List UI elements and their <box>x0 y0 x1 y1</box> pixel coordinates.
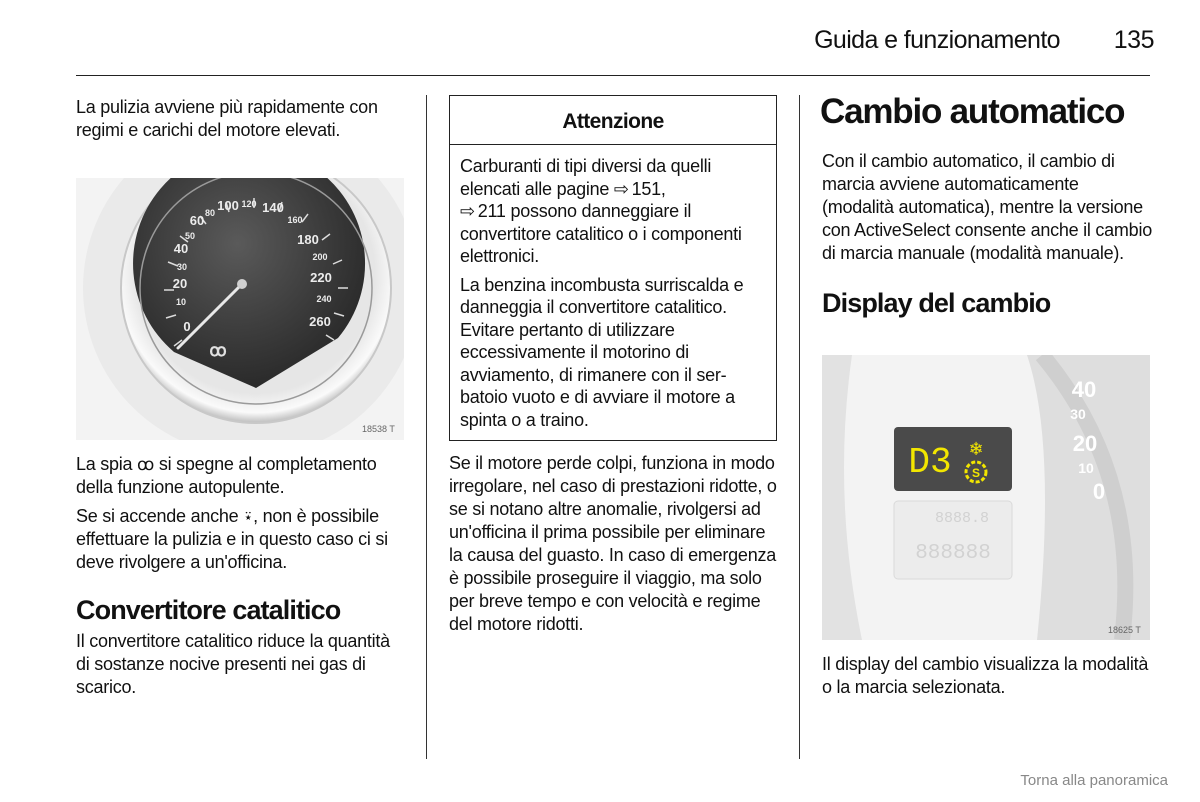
gear-display-illustration <box>822 355 1150 640</box>
speed-label: 100 <box>217 198 239 213</box>
speed-label: 240 <box>316 294 332 304</box>
column-3-lower <box>822 653 1152 705</box>
speed-label: 20 <box>172 276 188 291</box>
speed-label: 160 <box>287 215 303 225</box>
speed-label: 50 <box>184 231 196 241</box>
section-title: Cambio automatico <box>820 92 1125 131</box>
speed-label: 180 <box>297 232 319 247</box>
section-heading: Display del cambio <box>822 288 1051 318</box>
snowflake-icon: ❄ <box>968 439 984 460</box>
paragraph: Con il cambio automatico, il cambio di marcia avviene automaticamente (modalità automatica), mentre la versione con ActiveSelect consente anche il cambio di marcia manuale (modalità manuale). <box>822 151 1152 263</box>
scale-label: 10 <box>1078 460 1094 476</box>
speed-label: 140 <box>262 200 284 215</box>
catalyst-warning-icon: ꝏ <box>209 341 227 360</box>
engine-check-icon: ⍣ <box>243 507 254 526</box>
speed-label: 60 <box>189 213 205 228</box>
speed-label: 40 <box>173 241 189 256</box>
speed-label: 120 <box>241 199 257 209</box>
speed-label: 220 <box>310 270 332 285</box>
page-reference-arrow-icon: ⇨ <box>613 178 629 199</box>
scale-label: 40 <box>1071 377 1097 402</box>
figure-code: 18625 T <box>1108 625 1141 635</box>
page-link[interactable]: 151, <box>626 178 666 199</box>
section-heading: Convertitore catalitico <box>76 595 341 625</box>
column-2 <box>449 452 777 642</box>
warning-title: Attenzione <box>450 96 776 145</box>
scale-label: 0 <box>1092 479 1106 504</box>
paragraph: La pulizia avviene più rapidamente con regimi e carichi del motore elevati. <box>76 97 378 140</box>
text-span: La spia <box>76 454 138 474</box>
warning-box <box>449 95 777 441</box>
page-reference-arrow-icon: ⇨ <box>460 201 475 221</box>
scale-label: 30 <box>1070 406 1086 422</box>
lcd-segments: 8888.8 <box>934 510 990 527</box>
paragraph: Il convertitore catalitico riduce la quantità di sostanze nocive presenti nei gas di scarico. <box>76 631 390 697</box>
speed-label: 260 <box>309 314 331 329</box>
scale-label: 20 <box>1072 431 1098 456</box>
speed-label: 30 <box>176 262 188 272</box>
speedometer-illustration <box>76 178 404 440</box>
text-span: 211 possono danneggiare il convertitore catalitico o i componenti elettronici. <box>460 201 742 266</box>
figure-code: 18538 T <box>362 424 395 434</box>
speed-label: 10 <box>175 297 187 307</box>
column-divider <box>799 95 800 759</box>
warning-paragraph <box>460 155 766 268</box>
speedometer-figure <box>76 178 404 440</box>
speed-label: 200 <box>312 252 328 262</box>
column-1-lower <box>76 453 408 705</box>
paragraph: Il display del cambio visualizza la modalità o la marcia selezionata. <box>822 654 1149 697</box>
paragraph <box>76 505 408 574</box>
text-span: si spegne al completamento della funzione autopulente. <box>76 454 377 497</box>
paragraph <box>76 453 408 499</box>
gear-display-figure <box>822 355 1150 640</box>
text-span: Se si accende anche <box>76 506 244 526</box>
page-number: 135 <box>1113 26 1154 54</box>
speed-label: 0 <box>183 319 191 334</box>
warning-paragraph: La benzina incombusta surriscalda e danneggia il convertitore catalitico. Evitare pertanto di utilizzare eccessivamente il motorino di avviamento, di rimanere con il serbatoio vuoto e di avviare il motore a spinta o a traino. <box>460 274 744 430</box>
text-span: , non è possibile effettuare la pulizia e in questo caso ci si deve rivolgere a un'officina. <box>76 506 388 572</box>
paragraph: Se il motore perde colpi, funziona in modo irregolare, nel caso di prestazioni ridotte, o se si notano altre anomalie, rivolgersi ad un'officina il prima possibile per eliminare la causa del guasto. In caso di emergenza è possibile proseguire il viaggio, ma solo per breve tempo e con velocità e regime del motore ridotti. <box>449 453 777 634</box>
column-divider <box>426 95 427 759</box>
back-to-overview-link[interactable]: Torna alla panoramica <box>1020 772 1168 789</box>
column-3 <box>822 150 1152 323</box>
text-span: Carburanti di tipi diversi da quelli elencati alle pagine <box>460 156 712 199</box>
catalyst-warning-icon: ꝏ <box>137 455 155 474</box>
header-rule <box>76 75 1150 76</box>
sport-mode-icon: S <box>971 466 981 480</box>
gear-indicator-text: D3 <box>908 442 952 483</box>
column-1 <box>76 96 408 148</box>
speed-label: 80 <box>204 208 216 218</box>
lcd-segments: 888888 <box>915 542 991 565</box>
running-header-title: Guida e funzionamento <box>814 26 1060 54</box>
